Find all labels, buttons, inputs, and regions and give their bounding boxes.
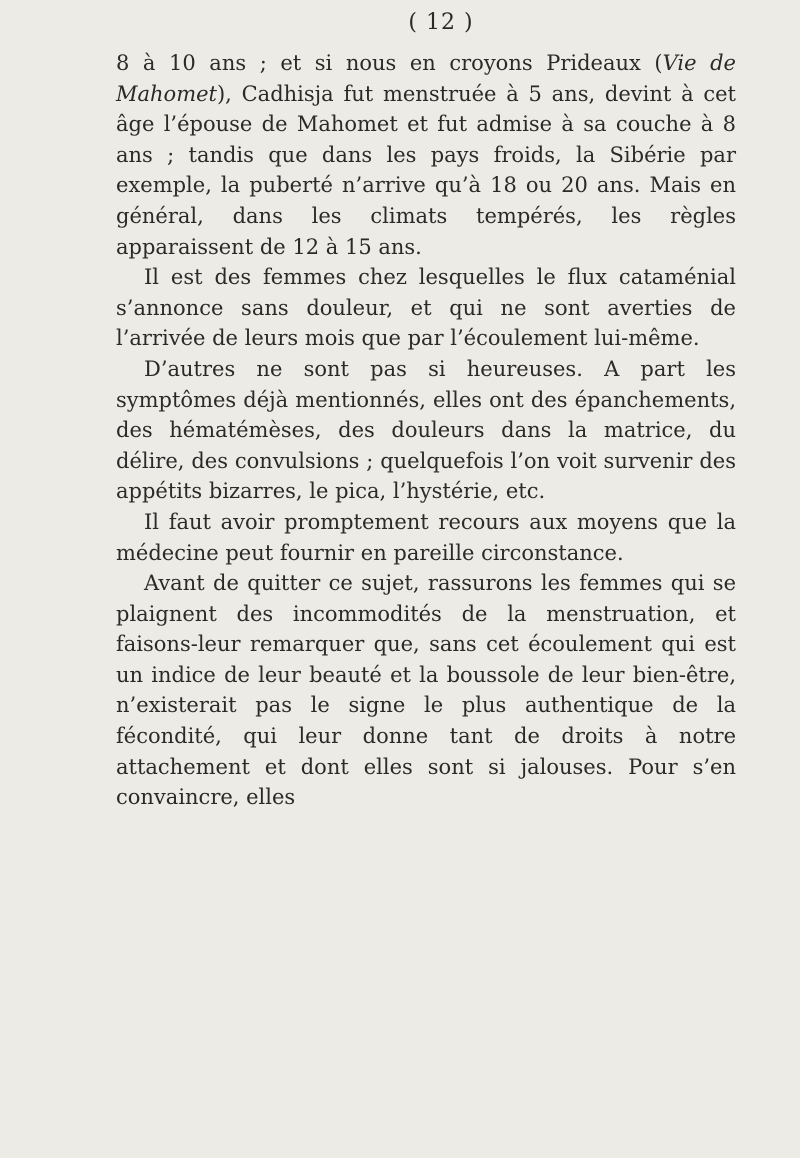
body-text: [116, 48, 736, 813]
paragraph-3: D’autres ne sont pas si heureuses. A part les symptômes déjà mentionnés, elles ont des épanchements, des hématémèses, des douleurs dans la matrice, du délire, des convulsions ; quelquefois l’on voit survenir des appétits bizarres, le pica, l’hystérie, etc.: [116, 356, 736, 504]
paragraph-4: Il faut avoir promptement recours aux moyens que la médecine peut fournir en pareille circonstance.: [116, 509, 736, 565]
paragraph-2: Il est des femmes chez lesquelles le flux cataménial s’annonce sans douleur, et qui ne sont averties de l’arrivée de leurs mois que par l’écoulement lui-même.: [116, 265, 736, 351]
paragraph-5: Avant de quitter ce sujet, rassurons les femmes qui se plaignent des incommodités de la menstruation, et faisons-leur remarquer que, sans cet écoulement qui est un indice de leur beauté et la boussole de leur bien-être, n’existerait pas le signe le plus authentique de la fécondité, qui leur donne tant de droits à notre attachement et dont elles sont si jalouses. Pour s’en convaincre, elles: [116, 571, 736, 810]
book-title-reference: Vie de Mahomet: [116, 51, 736, 106]
paragraph-1-part-1: 8 à 10 ans ; et si nous en croyons Prideaux (: [116, 51, 663, 75]
page-number: ( 12 ): [408, 10, 474, 35]
paragraph-1-part-3: ), Cadhisja fut menstruée à 5 ans, devint à cet âge l’épouse de Mahomet et fut admise à sa couche à 8 ans ; tandis que dans les pays froids, la Sibérie par exemple, la puberté n’arrive qu’à 18 ou 20 ans. Mais en général, dans les climats tempérés, les règles apparaissent de 12 à 15 ans.: [116, 81, 736, 259]
paragraph-1: [116, 48, 736, 262]
